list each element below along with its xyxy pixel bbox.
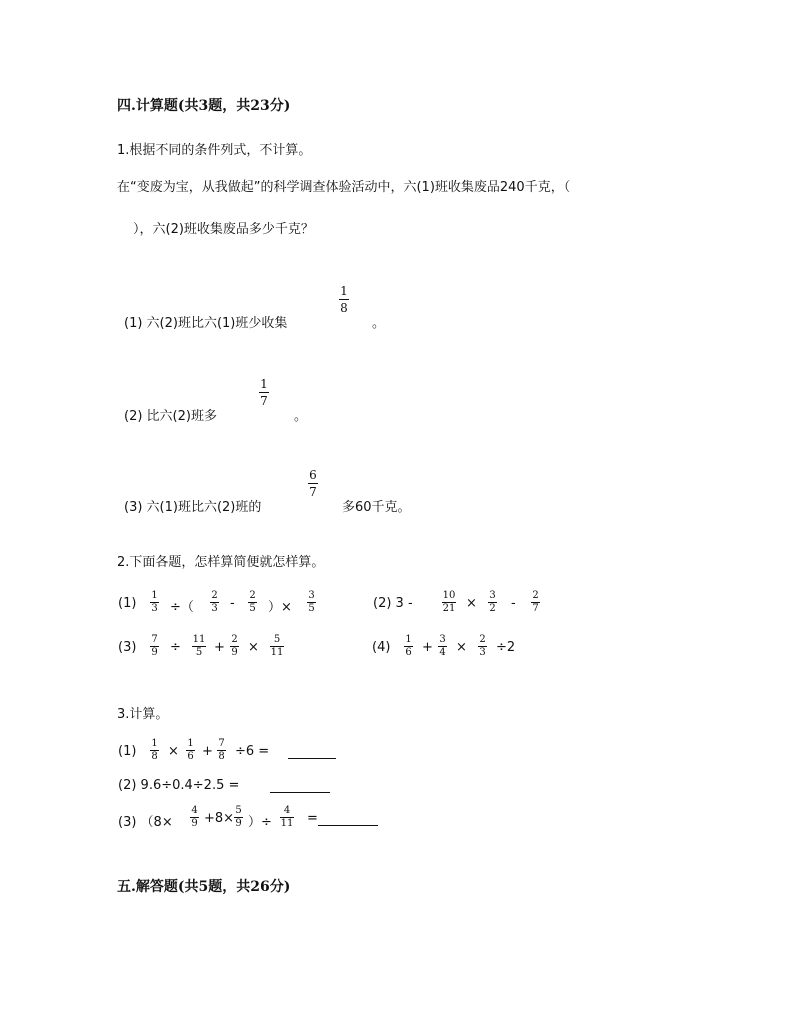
q2-p2-label: (2) 3 - [373, 596, 413, 611]
denominator: 8 [340, 301, 348, 315]
q3-p3-label: (3) （8× [118, 815, 173, 830]
denominator: 7 [309, 485, 317, 499]
q3-p3-op-3: = [307, 811, 318, 826]
q3-p3-fraction-2 [234, 806, 243, 829]
denominator: 8 [151, 751, 158, 762]
numerator: 1 [151, 590, 158, 601]
q2-p4-op-1: + [422, 640, 433, 655]
denominator: 9 [231, 647, 238, 658]
section-4-title: 四.计算题(共3题，共23分) [117, 98, 291, 114]
denominator: 3 [211, 603, 218, 614]
numerator: 5 [273, 634, 281, 645]
fraction-bar [308, 483, 318, 484]
q2-p3-op-2: + [214, 640, 225, 655]
q2-p3-op-1: ÷ [170, 640, 181, 655]
numerator: 4 [283, 805, 291, 816]
q3-p1-op-3: ÷6 = [235, 744, 270, 759]
q2-p2-fraction-1 [442, 591, 456, 614]
numerator: 11 [192, 634, 206, 645]
q1-condition-3-end: 多60千克。 [342, 500, 411, 515]
denominator: 6 [405, 647, 412, 658]
numerator: 7 [218, 738, 225, 749]
q1-condition-2: (2) 比六(2)班多 [124, 409, 217, 424]
q2-p1-op-3: ）× [268, 600, 292, 615]
q2-p1-fraction-4 [307, 591, 316, 614]
section-5-title: 五.解答题(共5题，共26分) [117, 879, 291, 895]
q3-p2-expr: (2) 9.6÷0.4÷2.5 = [118, 778, 240, 793]
q3-prompt: 3.计算。 [117, 707, 169, 722]
denominator: 2 [489, 603, 496, 614]
q3-p3-fraction-1 [190, 806, 199, 829]
q1-condition-1: (1) 六(2)班比六(1)班少收集 [124, 316, 288, 331]
q2-p2-op-1: × [466, 596, 477, 611]
q2-p1-fraction-3 [248, 591, 257, 614]
q1-condition-1-end: 。 [372, 316, 386, 331]
denominator: 6 [187, 751, 194, 762]
q1-prompt: 1.根据不同的条件列式，不计算。 [117, 143, 312, 158]
denominator: 21 [442, 603, 456, 614]
numerator: 3 [489, 590, 496, 601]
denominator: 9 [151, 647, 158, 658]
q2-p2-op-2: - [511, 596, 516, 611]
q1-line-2: ），六(2)班收集废品多少千克？ [133, 222, 314, 237]
denominator: 5 [308, 603, 315, 614]
denominator: 11 [270, 647, 284, 658]
denominator: 5 [195, 647, 203, 658]
numerator: 1 [187, 738, 194, 749]
q2-p4-fraction-3 [478, 635, 487, 658]
numerator: 1 [405, 634, 412, 645]
numerator: 5 [235, 805, 242, 816]
q3-p2-answer-blank[interactable] [270, 780, 330, 793]
q2-p3-fraction-1 [150, 635, 159, 658]
denominator: 5 [249, 603, 256, 614]
numerator: 2 [532, 590, 539, 601]
numerator: 7 [151, 634, 158, 645]
q1-condition-3: (3) 六(1)班比六(2)班的 [124, 500, 262, 515]
q2-p4-op-3: ÷2 [496, 640, 516, 655]
q3-p1-answer-blank[interactable] [288, 746, 336, 759]
denominator: 4 [439, 647, 446, 658]
q2-p1-op-1: ÷（ [170, 600, 194, 615]
q1-condition-3-fraction [308, 469, 318, 498]
q3-p1-fraction-1 [150, 739, 159, 762]
numerator: 1 [260, 377, 268, 391]
numerator: 2 [479, 634, 486, 645]
q3-p1-op-1: × [168, 744, 179, 759]
fraction-bar [339, 299, 349, 300]
q2-p3-fraction-4 [270, 635, 284, 658]
q2-p4-label: (4) [372, 640, 391, 655]
fraction-bar [259, 392, 269, 393]
q2-p1-fraction-1 [150, 591, 159, 614]
numerator: 10 [442, 590, 456, 601]
q3-p3-fraction-3 [280, 806, 294, 829]
q1-condition-1-fraction [339, 285, 349, 314]
denominator: 7 [260, 394, 268, 408]
numerator: 2 [211, 590, 218, 601]
q2-p1-fraction-2 [210, 591, 219, 614]
q3-p1-fraction-3 [217, 739, 226, 762]
q2-p4-fraction-2 [438, 635, 447, 658]
denominator: 3 [151, 603, 158, 614]
q2-p4-op-2: × [456, 640, 467, 655]
q2-prompt: 2.下面各题，怎样算简便就怎样算。 [117, 555, 325, 570]
denominator: 11 [280, 818, 294, 829]
denominator: 7 [532, 603, 539, 614]
q3-p1-op-2: + [202, 744, 213, 759]
q3-p3-op-2: ）÷ [248, 815, 272, 830]
numerator: 3 [308, 590, 315, 601]
q3-p1-label: (1) [118, 744, 137, 759]
q3-p1-fraction-2 [186, 739, 195, 762]
numerator: 3 [439, 634, 446, 645]
denominator: 9 [235, 818, 242, 829]
q2-p3-label: (3) [118, 640, 137, 655]
numerator: 2 [249, 590, 256, 601]
denominator: 3 [479, 647, 486, 658]
q1-condition-2-end: 。 [294, 409, 308, 424]
numerator: 2 [231, 634, 238, 645]
denominator: 9 [191, 818, 198, 829]
denominator: 8 [218, 751, 225, 762]
q1-condition-2-fraction [259, 378, 269, 407]
q2-p4-fraction-1 [404, 635, 413, 658]
q2-p2-fraction-3 [531, 591, 540, 614]
q1-line-1: 在“变废为宝，从我做起”的科学调查体验活动中，六(1)班收集废品240千克，（ [117, 180, 571, 195]
q3-p3-answer-blank[interactable] [318, 813, 378, 826]
numerator: 1 [340, 284, 348, 298]
numerator: 1 [151, 738, 158, 749]
numerator: 4 [191, 805, 198, 816]
q2-p2-fraction-2 [488, 591, 497, 614]
q2-p3-fraction-2 [192, 635, 206, 658]
q2-p3-fraction-3 [230, 635, 239, 658]
numerator: 6 [309, 468, 317, 482]
q2-p1-label: (1) [118, 596, 137, 611]
q3-p3-op-1: +8× [204, 811, 235, 826]
q2-p1-op-2: - [230, 596, 235, 611]
q2-p3-op-3: × [248, 640, 259, 655]
